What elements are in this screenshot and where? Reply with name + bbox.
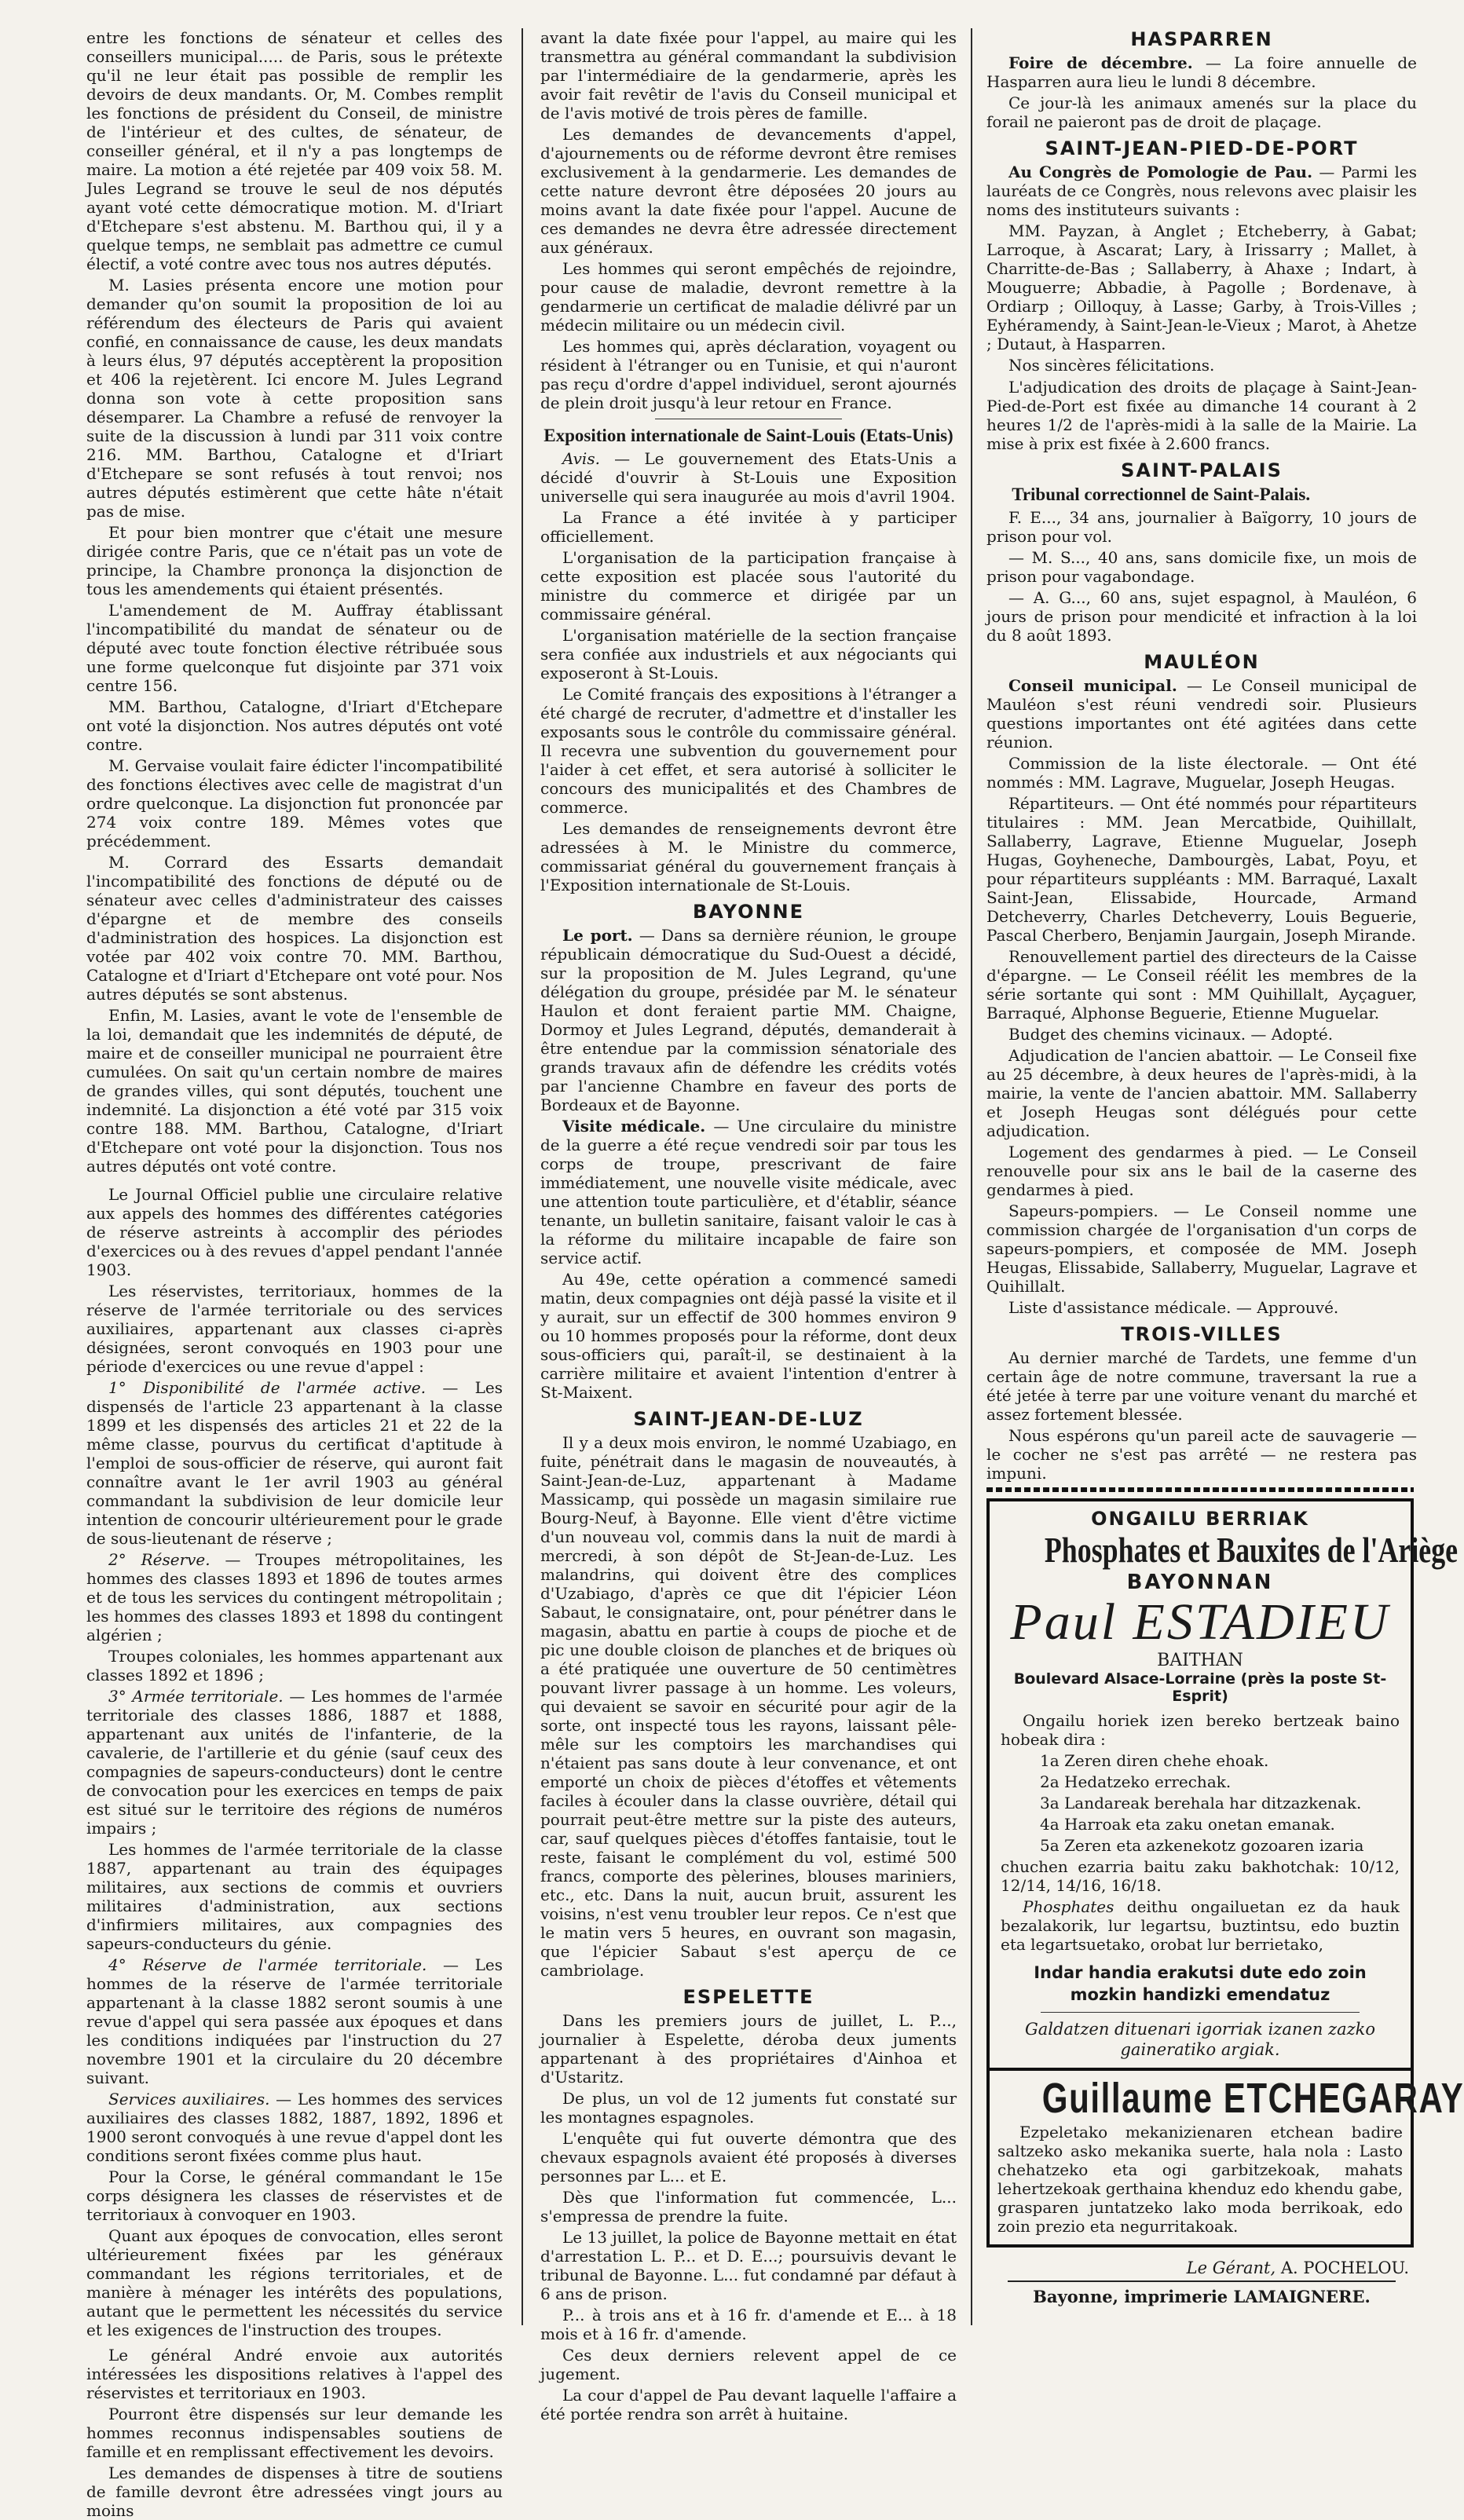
gerant-name: A. POCHELOU.: [1280, 2258, 1409, 2277]
ad-baithan: BAITHAN: [1157, 1651, 1243, 1670]
paragraph: Budget des chemins vicinaux. — Adopté.: [1008, 1025, 1334, 1044]
ad-list-item: 3a Landareak berehala har ditzazkenak.: [1040, 1794, 1362, 1812]
paragraph: Les demandes de renseignements devront être adressées à M. le Ministre du commerce, commissariat général du gouvernement français à l'Exposition internationale de St-Louis.: [540, 819, 957, 894]
paragraph: MM. Payzan, à Anglet ; Etcheberry, à Gabat; Larroque, à Ascarat; Lary, à Irissarry ; Mallet, à Charritte-de-Bas ; Sallaberry, à Ahaxe ; Indart, à Mouguerre; Abbadie, à Pagolle ; Bordenave, à Ordiarp ; Oilloquy, à Lasse; Garby, à Trois-Villes ; Eyhéramendy, à Saint-Jean-le-Vieux ; Marot, à Ahetze ; Dutaut, à Hasparren.: [986, 221, 1417, 353]
paragraph: [986, 676, 1417, 752]
paragraph-lead: 3° Armée territoriale.: [108, 1687, 284, 1706]
ad-list-item: 4a Harroak eta zaku onetan emanak.: [1040, 1815, 1335, 1834]
ad-slogan: Galdatzen dituenari igorriak izanen zazko gaineratiko argiak.: [1024, 2020, 1376, 2059]
paragraph: L'organisation de la participation française à cette exposition est placée sous l'autorité du ministre du commerce et dirigée par un commissaire général.: [540, 548, 957, 624]
paragraph-lead: Visite médicale.: [562, 1117, 706, 1136]
paragraph: Commission de la liste électorale. — Ont été nommés : MM. Lagrave, Muguelar, Joseph Heugas.: [986, 754, 1417, 792]
ad-list-item: 1a Zeren diren chehe ehoak.: [1040, 1751, 1269, 1770]
paragraph-body: — Le gouvernement des Etats-Unis a décidé d'ouvrir à St-Louis une Exposition universelle qui sera inaugurée au mois d'avril 1904.: [540, 449, 957, 506]
paragraph: [86, 1955, 503, 2087]
ad-list-item: 5a Zeren eta azkenekotz gozoaren izaria: [1040, 1836, 1364, 1855]
section-heading-mauleon: MAULÉON: [1144, 651, 1260, 673]
section-heading-expo: Exposition internationale de Saint-Louis (Etats-Unis): [544, 426, 953, 445]
paragraph: P... à trois ans et à 16 fr. d'amende et E... à 18 mois et à 16 fr. d'amende.: [540, 2306, 957, 2343]
paragraph: Nos sincères félicitations.: [1008, 356, 1215, 375]
paragraph-lead: Conseil municipal.: [1008, 676, 1177, 695]
ad-prices: chuchen ezarria baitu zaku bakhotchak: 10/12, 12/14, 14/16, 16/18.: [1001, 1857, 1400, 1895]
column-2: [540, 28, 957, 2423]
paragraph: La cour d'appel de Pau devant laquelle l'affaire a été portée rendra son arrêt à huitaine.: [540, 2386, 957, 2423]
paragraph: [540, 449, 957, 506]
column-rule: [522, 28, 523, 2325]
gerant-label: Le Gérant,: [1186, 2258, 1276, 2277]
paragraph: entre les fonctions de sénateur et celles des conseillers municipal..... de Paris, sous le prétexte qu'il ne leur était pas possible de remplir les devoirs de deux mandants. Or, M. Combes remplit les fonctions de président du Conseil, de ministre de l'intérieur et des cultes, de sénateur, de conseiller général, et il n'y a pas longtemps de maire. La motion a été rejetée par 409 voix 58. M. Jules Legrand se trouve le seul de nos députés ayant voté cette démocratique motion. M. d'Iriart d'Etchepare s'est abstenu. M. Barthou qui, il y a quelque temps, ne semblait pas admettre ce cumul électif, a voté contre avec tous nos autres députés.: [86, 28, 503, 273]
ad2-text: Ezpeletako mekanizienaren etchean badire saltzeko asko mekanika suerte, hala nola : Lasto chehatzeko eta ogi garbitzekoak, mahats lehertzekoak gerthaina khenduz edo khendu gabe, grasparen juntatzeko lako moda berrikoak, edo zoin prezio eta negurritakoak.: [997, 2123, 1403, 2236]
paragraph: M. Corrard des Essarts demandait l'incompatibilité des fonctions de député ou de sénateur avec celles d'administrateur des caisses d'épargne et de membre des conseils d'administration des hospices. La disjonction est votée par 402 voix contre 70. MM. Barthou, Catalogne et d'Iriart d'Etchepare ont voté pour. Nos autres députés se sont abstenus.: [86, 853, 503, 1004]
paragraph-body: — Les hommes de l'armée territoriale des classes 1886, 1887 et 1888, appartenant aux unités de l'infanterie, de la cavalerie, de l'artillerie et du génie (sauf ceux des compagnies de sapeurs-conducteurs) dont le centre de convocation pour les exercices en temps de paix est situé sur le territoire des régions de numéros impairs ;: [86, 1687, 503, 1838]
paragraph: [540, 926, 957, 1114]
section-heading-hasparren: HASPARREN: [1130, 28, 1273, 50]
paragraph: Renouvellement partiel des directeurs de la Caisse d'épargne. — Le Conseil réélit les membres de la série sortante qui sont : MM Quihillalt, Ayçaguer, Barraqué, Alphonse Beguerie, Etienne Muguelar.: [986, 947, 1417, 1022]
paragraph: Pour la Corse, le général commandant le 15e corps désignera les classes de réservistes et de territoriaux à convoquer en 1903.: [86, 2167, 503, 2224]
paragraph: Ce jour-là les animaux amenés sur la place du forail ne paieront pas de droit de plaçage.: [986, 93, 1417, 131]
paragraph: L'amendement de M. Auffray établissant l'incompatibilité du mandat de sénateur ou de député avec toute fonction élective rétribuée sous une forme quelconque fut disjointe par 371 voix centre 156.: [86, 601, 503, 695]
paragraph: Répartiteurs. — Ont été nommés pour répartiteurs titulaires : MM. Jean Mercatbide, Quihillalt, Sallaberry, Lagrave, Etienne Muguelar, Joseph Hugas, Goyheneche, Dambourgès, Labat, Poyu, et pour répartiteurs suppléants : MM. Barraqué, Laxalt Saint-Jean, Elissabide, Hourcade, Armand Detcheverry, Charles Detcheverry, Louis Beguerie, Pascal Cherbero, Benjamin Jaurgain, Joseph Mirande.: [986, 794, 1417, 945]
divider: [1008, 2280, 1395, 2282]
paragraph: M. Lasies présenta encore une motion pour demander qu'on soumit la proposition de loi au référendum des électeurs de Paris qui avaient confié, en connaissance de cause, les deux mandats à leurs élus, 97 députés acceptèrent la proposition et 406 la rejetèrent. Ici encore M. Jules Legrand donna son vote à cette proposition sans désemparer. La Chambre a refusé de renvoyer la suite de la discussion à lundi par 311 voix contre 216. MM. Barthou, Catalogne et d'Iriart d'Etchepare se sont refusés à tout renvoi; nos autres députés estimèrent que cette hâte n'était pas de mise.: [86, 276, 503, 521]
ad-callout: Indar handia erakutsi dute edo zoin mozkin handizki emendatuz: [1034, 1963, 1367, 2004]
paragraph: Dès que l'information fut commencée, L... s'empressa de prendre la fuite.: [540, 2188, 957, 2226]
paragraph: La France a été invitée à y participer officiellement.: [540, 508, 957, 546]
paragraph: [86, 1550, 503, 1644]
section-heading-saint-jean-pied-de-port: SAINT-JEAN-PIED-DE-PORT: [1045, 137, 1359, 159]
paragraph-body: — Les dispensés de l'article 23 appartenant à la classe 1899 et les dispensés des articles 21 et 22 de la même classe, pourvus du certificat d'aptitude à l'emploi de sous-officier de réserve, qui auront fait connaître avant le 1er avril 1903 au général commandant la subdivision de leur domicile leur intention de concourir ultérieurement pour le grade de sous-lieutenant de réserve ;: [86, 1378, 503, 1548]
paragraph: [86, 1378, 503, 1548]
section-heading-saint-palais: SAINT-PALAIS: [1121, 459, 1283, 481]
paragraph: — M. S..., 40 ans, sans domicile fixe, un mois de prison pour vagabondage.: [986, 548, 1417, 586]
subheading-tribunal: Tribunal correctionnel de Saint-Palais.: [1012, 485, 1311, 504]
paragraph: [86, 1687, 503, 1838]
advertisement-etchegaray: [986, 2071, 1464, 2248]
ad-border-ornament: [986, 1487, 1414, 1492]
paragraph-body: — Le Conseil municipal de Mauléon s'est réuni vendredi soir. Plusieurs questions importantes ont été agitées dans cette réunion.: [986, 676, 1418, 752]
paragraph: MM. Barthou, Catalogne, d'Iriart d'Etchepare ont voté la disjonction. Nos autres députés ont voté contre.: [86, 697, 503, 754]
paragraph: L'adjudication des droits de plaçage à Saint-Jean-Pied-de-Port est fixée au dimanche 14 courant à 2 heures 1/2 de l'après-midi à la salle de la Mairie. La mise à prix est fixée à 2.600 francs.: [986, 378, 1417, 453]
paragraph: Les demandes de dispenses à titre de soutiens de famille devront être adressées vingt jours au moins: [86, 2463, 503, 2520]
imprint: Bayonne, imprimerie LAMAIGNERE.: [1033, 2287, 1371, 2306]
paragraph: [86, 2090, 503, 2165]
ad-phosphates: [1001, 1897, 1400, 1954]
paragraph: Liste d'assistance médicale. — Approuvé.: [1008, 1298, 1339, 1317]
ad-phos-label: Phosphates: [1023, 1897, 1114, 1916]
ad-phos-text: deithu ongailuetan ez da hauk bezalakorik, lur legartsu, buztintsu, edo buztin eta legartsuetako, orobat lur berrietako,: [1001, 1897, 1400, 1954]
paragraph: — A. G..., 60 ans, sujet espagnol, à Mauléon, 6 jours de prison pour mendicité et infraction à la loi du 8 août 1893.: [986, 588, 1417, 645]
paragraph: Les demandes de devancements d'appel, d'ajournements ou de réforme devront être remises exclusivement à la gendarmerie. Les demandes de cette nature devront être déposées 20 jours au moins avant la date fixée pour l'appel. Aucune de ces demandes ne devra être adressée directement aux généraux.: [540, 125, 957, 257]
paragraph-lead: Foire de décembre.: [1008, 53, 1193, 72]
paragraph: [540, 1117, 957, 1267]
ad-intro: Ongailu horiek izen bereko bertzeak baino hobeak dira :: [1001, 1711, 1400, 1749]
ad2-merchant-name: Guillaume ETCHEGARAY: [1041, 2075, 1464, 2122]
paragraph: Dans les premiers jours de juillet, L. P..., journalier à Espelette, déroba deux juments appartenant à des propriétaires d'Ainhoa et d'Ustaritz.: [540, 2011, 957, 2087]
ad-kicker: ONGAILU BERRIAK: [1091, 1508, 1309, 1530]
paragraph: Le Journal Officiel publie une circulaire relative aux appels des hommes des différentes catégories de réserve astreints à accomplir des périodes d'exercices ou à des revues d'appel pendant l'année 1903.: [86, 1185, 503, 1279]
paragraph: Les réservistes, territoriaux, hommes de la réserve de l'armée territoriale ou des services auxiliaires, appartenant aux classes ci-après désignées, seront convoqués en 1903 pour une période d'exercices ou une revue d'appel :: [86, 1282, 503, 1376]
paragraph: Au 49e, cette opération a commencé samedi matin, deux compagnies ont déjà passé la visite et il y aurait, sur un effectif de 300 hommes environ 9 ou 10 hommes proposés pour la réforme, dont deux sous-officiers qui, paraît-il, se destinaient à la carrière militaire et avaient l'intention d'entrer à St-Maixent.: [540, 1270, 957, 1402]
column-rule: [971, 28, 972, 2325]
paragraph-body: — Parmi les lauréats de ce Congrès, nous relevons avec plaisir les noms des instituteurs suivants :: [986, 163, 1417, 219]
paragraph-lead: Le port.: [562, 926, 633, 945]
paragraph: Et pour bien montrer que c'était une mesure dirigée contre Paris, que ce n'était pas un vote de principe, la Chambre prononça la disjonction de tous les amendements qui étaient présentés.: [86, 523, 503, 598]
paragraph-lead: Au Congrès de Pomologie de Pau.: [1008, 163, 1313, 181]
paragraph: Les hommes qui, après déclaration, voyagent ou résident à l'étranger ou en Tunisie, et qui n'auront pas reçu d'ordre d'appel individuel, seront ajournés de plein droit jusqu'à leur retour en France.: [540, 337, 957, 412]
paragraph-lead: 2° Réserve.: [108, 1550, 210, 1569]
paragraph: De plus, un vol de 12 juments fut constaté sur les montagnes espagnoles.: [540, 2089, 957, 2127]
paragraph: Ces deux derniers relevent appel de ce jugement.: [540, 2346, 957, 2383]
paragraph: Le général André envoie aux autorités intéressées les dispositions relatives à l'appel des réservistes et territoriaux en 1903.: [86, 2346, 503, 2402]
paragraph: Au dernier marché de Tardets, une femme d'un certain âge de notre commune, traversant la rue a été jetée à terre par une voiture venant du marché et assez fortement blessée.: [986, 1348, 1417, 1424]
ad-city: BAYONNAN: [1126, 1571, 1274, 1594]
paragraph: Troupes coloniales, les hommes appartenant aux classes 1892 et 1896 ;: [86, 1647, 503, 1684]
ad-product: Phosphates et Bauxites de l'Ariège: [1044, 1530, 1459, 1570]
paragraph-lead: Services auxiliaires.: [108, 2090, 270, 2109]
paragraph: M. Gervaise voulait faire édicter l'incompatibilité des fonctions électives avec celle de magistrat d'un ordre quelconque. La disjonction fut prononcée par 274 voix contre 189. Mêmes votes que précédemment.: [86, 756, 503, 850]
paragraph: L'enquête qui fut ouverte démontra que des chevaux espagnols avaient été proposés à diverses personnes par L... et E.: [540, 2129, 957, 2185]
paragraph-body: — Les hommes des services auxiliaires des classes 1882, 1887, 1892, 1896 et 1900 seront convoqués à une revue d'appel dont les conditions seront fixées comme plus haut.: [86, 2090, 503, 2165]
column-3: [986, 28, 1464, 2325]
paragraph: [986, 163, 1417, 219]
paragraph: Il y a deux mois environ, le nommé Uzabiago, en fuite, pénétrait dans le magasin de nouveautés, à Saint-Jean-de-Luz, appartenant à Madame Massicamp, qui possède un magasin similaire rue Bourg-Neuf, à Bayonne. Elle vient d'être victime d'un nouveau vol, commis dans la nuit de mardi à mercredi, à son dépôt de St-Jean-de-Luz. Les malandrins, qui doivent être des complices d'Uzabiago, d'après ce que dit l'épicier Léon Sabaut, le consignataire, ont, pour pénétrer dans le magasin, abattu en partie à coups de pioche et de pic une double cloison de planches et de briques où a été pratiquée une ouverture de 50 centimètres pouvant livrer passage à un homme. Les voleurs, qui devaient se savoir en sécurité pour agir de la sorte, ont inspecté tous les rayons, laissant pêle-mêle sur les comptoirs les marchandises qui n'étaient pas sans doute à leur convenance, et ont emporté un choix de pièces d'étoffes et vêtements faciles à écouler dans la classe ouvrière, détail qui pourrait peut-être mettre sur la piste des auteurs, car, sauf quelques pièces d'étoffes fantaisie, tout le reste, faisant le complément du vol, estimé 500 francs, comporte des pèlerines, blouses mariniers, etc., etc. Dans la nuit, aucun bruit, assurent les voisins, n'est venu troubler leur repos. Ce n'est que le matin vers 5 heures, en ouvrant son magasin, que l'épicier Sabaut s'est aperçu de ce cambriolage.: [540, 1433, 957, 1980]
paragraph-body: — Une circulaire du ministre de la guerre a été reçue vendredi soir par tous les corps de troupe, prescrivant de faire immédiatement, une nouvelle visite médicale, avec une attention toute particulière, et d'établir, séance tenante, un bulletin sanitaire, faisant valoir le cas à la réforme du militaire incapable de faire son service actif.: [540, 1117, 957, 1267]
section-heading-saint-jean-de-luz: SAINT-JEAN-DE-LUZ: [633, 1408, 864, 1430]
paragraph: [986, 53, 1417, 91]
paragraph: Le Comité français des expositions à l'étranger a été chargé de recruter, d'admettre et d'installer les exposants sous le contrôle du commissaire général. Il recevra une subvention du gouvernement pour l'aider à cet effet, et sera autorisé à solliciter le concours des municipalités et des Chambres de commerce.: [540, 685, 957, 817]
paragraph-lead: 1° Disponibilité de l'armée active.: [108, 1378, 426, 1397]
paragraph: Sapeurs-pompiers. — Le Conseil nomme une commission chargée de l'organisation d'un corps de sapeurs-pompiers, et composée de MM. Joseph Heugas, Elissabide, Sallaberry, Muguelar, Lagrave et Quihillalt.: [986, 1201, 1417, 1296]
paragraph: Logement des gendarmes à pied. — Le Conseil renouvelle pour six ans le bail de la caserne des gendarmes à pied.: [986, 1143, 1417, 1199]
paragraph: Les hommes de l'armée territoriale de la classe 1887, appartenant au train des équipages militaires, aux sections de commis et ouvriers militaires d'administration, aux sections d'infirmiers militaires, aux compagnies des sapeurs-conducteurs du génie.: [86, 1840, 503, 1953]
paragraph: Adjudication de l'ancien abattoir. — Le Conseil fixe au 25 décembre, à deux heures de l'après-midi, à la mairie, la vente de l'ancien abattoir. MM. Sallaberry et Joseph Heugas sont délégués pour cette adjudication.: [986, 1046, 1417, 1140]
paragraph-lead: 4° Réserve de l'armée territoriale.: [108, 1955, 427, 1974]
divider: [1041, 2012, 1360, 2013]
section-heading-trois-villes: TROIS-VILLES: [1121, 1323, 1283, 1345]
paragraph-body: — La foire annuelle de Hasparren aura lieu le lundi 8 décembre.: [986, 53, 1417, 91]
paragraph: Le 13 juillet, la police de Bayonne mettait en état d'arrestation L. P... et D. E...; poursuivis devant le tribunal de Bayonne. L... fut condamné par défaut à 6 ans de prison.: [540, 2228, 957, 2303]
paragraph-body: — Troupes métropolitaines, les hommes des classes 1893 et 1896 de toutes armes et de tous les services du contingent métropolitain ; les hommes des classes 1893 et 1898 du contingent algérien ;: [86, 1550, 503, 1644]
ad-merchant-name: Paul ESTADIEU: [1010, 1593, 1390, 1651]
paragraph-body: — Dans sa dernière réunion, le groupe républicain démocratique du Sud-Ouest a décidé, sur la proposition de M. Jules Legrand, qu'une délégation du groupe, présidée par M. le sénateur Haulon et dont feraient partie MM. Chaigne, Dormoy et Jules Legrand, députés, demanderait à être entendue par la commission sénatoriale des grands travaux afin de défendre les crédits votés par l'ancienne Chambre en faveur des ports de Bordeaux et de Bayonne.: [540, 926, 957, 1114]
paragraph-body: — Les hommes de la réserve de l'armée territoriale appartenant à la classe 1882 seront soumis à une revue d'appel qui sera passée aux époques et dans les conditions indiquées par l'instruction du 27 novembre 1901 et la circulaire du 20 décembre suivant.: [86, 1955, 503, 2087]
paragraph: L'organisation matérielle de la section française sera confiée aux industriels et aux négociants qui exposeront à St-Louis.: [540, 626, 957, 682]
paragraph: F. E..., 34 ans, journalier à Baïgorry, 10 jours de prison pour vol.: [986, 508, 1417, 546]
gerant-signature: [986, 2258, 1409, 2277]
section-heading-espelette: ESPELETTE: [683, 1986, 814, 2008]
paragraph: Nous espérons qu'un pareil acte de sauvagerie — le cocher ne s'est pas arrêté — ne restera pas impuni.: [986, 1426, 1417, 1483]
paragraph: Enfin, M. Lasies, avant le vote de l'ensemble de la loi, demandait que les indemnités de député, de maire et de conseiller municipal ne pourraient être cumulées. On sait qu'un certain nombre de maires de grandes villes, qui sont députés, touchent une indemnité. La disjonction a été voté par 315 voix contre 188. MM. Barthou, Catalogne, d'Iriart d'Etchepare ont voté pour la disjonction. Tous nos autres députés ont voté contre.: [86, 1006, 503, 1176]
column-1: [86, 28, 503, 2520]
section-heading-bayonne: BAYONNE: [692, 901, 805, 923]
ad-list-item: 2a Hedatzeko errechak.: [1040, 1772, 1232, 1791]
paragraph: Pourront être dispensés sur leur demande les hommes reconnus indispensables soutiens de famille et en remplissant effectivement les devoirs.: [86, 2405, 503, 2461]
paragraph-lead: Avis.: [562, 449, 600, 468]
paragraph: Quant aux époques de convocation, elles seront ultérieurement fixées par les généraux commandant les régions territoriales, et de manière à ménager les intérêts des populations, autant que le permettent les nécessités du service et les exigences de l'instruction des troupes.: [86, 2226, 503, 2339]
ad-address: Boulevard Alsace-Lorraine (près la poste St-Esprit): [1013, 1670, 1387, 1705]
paragraph: avant la date fixée pour l'appel, au maire qui les transmettra au général commandant la subdivision par l'intermédiaire de la gendarmerie, après les avoir fait revêtir de l'avis du Conseil municipal et de l'avis motivé de trois pères de famille.: [540, 28, 957, 123]
advertisement-estadieu: [986, 1498, 1459, 2071]
paragraph: Les hommes qui seront empêchés de rejoindre, pour cause de maladie, devront remettre à la gendarmerie un certificat de maladie délivré par un médecin militaire ou un médecin civil.: [540, 259, 957, 335]
